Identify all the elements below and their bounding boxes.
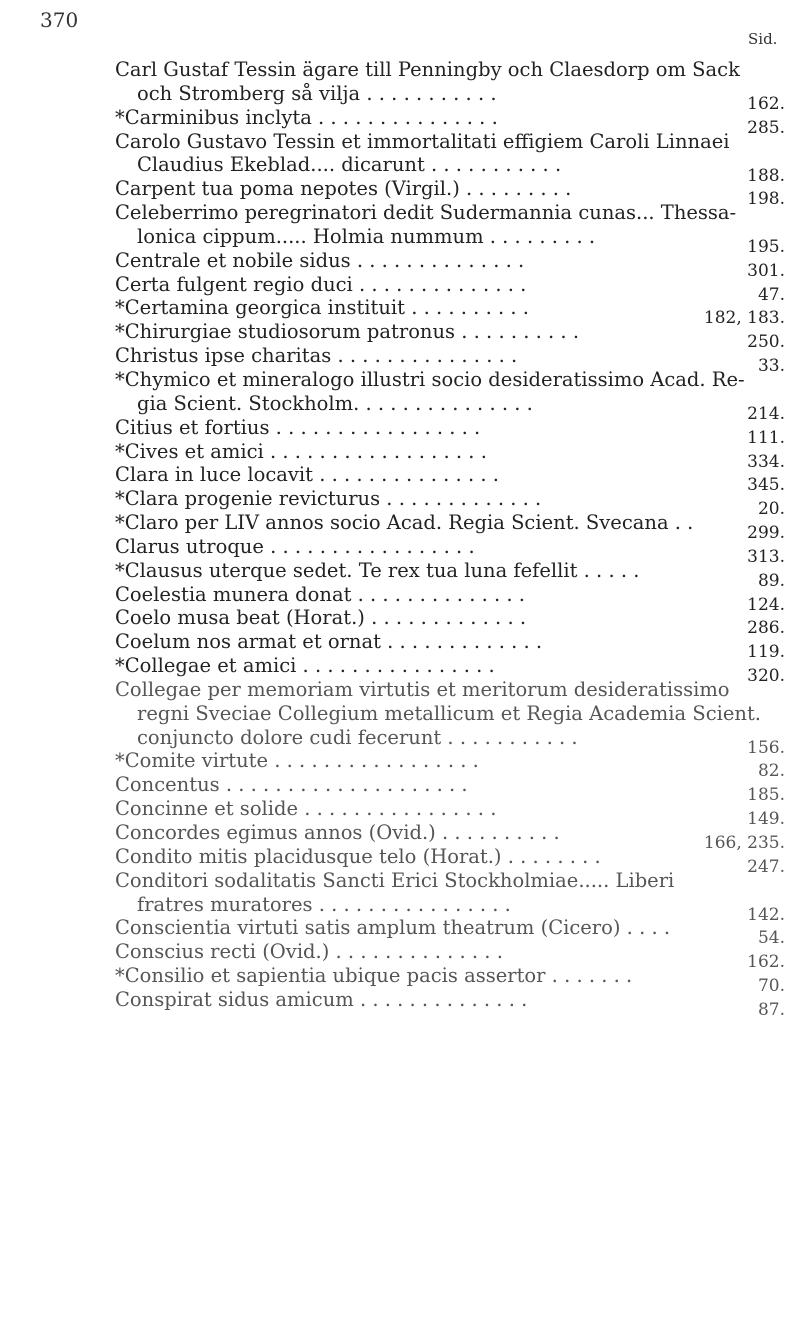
entry-text: *Certamina georgica instituit . . . . . . . . . . [115,296,529,320]
entry-text: *Chymico et mineralogo illustri socio desideratissimo Acad. Re- [115,367,745,391]
index-entry [115,463,785,496]
index-entry [115,749,785,782]
entry-page-ref: 250. [747,332,785,353]
entry-page-ref: 301. [747,260,785,281]
entry-page-ref: 285. [747,117,785,138]
entry-page-ref: 182, 183. [703,308,785,329]
index-entry [115,558,785,591]
entry-text: Conscius recti (Ovid.) . . . . . . . . . . . . . . [115,940,503,964]
index-entry [115,844,785,877]
entry-text: Concinne et solide . . . . . . . . . . . . . . . . [115,797,497,821]
index-entry [115,773,785,806]
index-entry [115,296,785,329]
index-entry [115,940,785,973]
entry-page-ref: 20. [757,499,785,520]
entry-text: Concentus . . . . . . . . . . . . . . . . . . . . [115,773,468,797]
index-entry [115,201,785,258]
entry-text: Celeberrimo peregrinatori dedit Sudermannia cunas... Thessa- [115,201,737,225]
index-entry [115,58,785,114]
entry-text: Clara in luce locavit . . . . . . . . . . . . . . . [115,463,499,487]
entry-page-ref: 119. [747,642,785,663]
index-entry [115,821,785,853]
index-entry [115,487,785,520]
entry-page-ref: 33. [757,356,785,377]
entry-page-ref: 124. [747,594,785,615]
entry-continuation: Claudius Ekeblad.... dicarunt . . . . . . . . . . . [137,153,562,177]
index-entry [115,511,785,544]
entry-text: Centrale et nobile sidus . . . . . . . . . . . . . . [115,248,525,272]
entry-continuation: och Stromberg så vilja . . . . . . . . . . . [137,81,497,105]
entry-text: *Consilio et sapientia ubique pacis assertor . . . . . . . [115,964,633,988]
entry-page-ref: 166, 235. [703,833,785,853]
entry-text: *Claro per LIV annos socio Acad. Regia Scient. Svecana . . [115,511,694,535]
entry-page-ref: 89. [757,570,785,591]
entry-continuation: fratres muratores . . . . . . . . . . . . . . . . [137,892,511,916]
entry-page-ref: 47. [757,284,785,305]
entry-text: Carpent tua poma nepotes (Virgil.) . . . . . . . . . [115,177,572,201]
entry-text: *Comite virtute . . . . . . . . . . . . . . . . . [115,749,479,773]
entry-page-ref: 214. [747,403,785,424]
index-entry [115,367,785,424]
entry-text: Conscientia virtuti satis amplum theatrum (Cicero) . . . . [115,916,671,940]
index-entry [115,415,785,448]
entry-page-ref: 149. [747,809,785,830]
entry-text: Coelestia munera donat . . . . . . . . . . . . . . [115,582,525,606]
entry-page-ref: 313. [747,546,785,567]
entry-page-ref: 195. [747,237,785,258]
entry-text: Coelo musa beat (Horat.) . . . . . . . . . . . . . [115,606,527,630]
entry-text: Clarus utroque . . . . . . . . . . . . . . . . . [115,534,475,558]
entry-page-ref: 162. [747,94,785,114]
entry-page-ref: 188. [747,165,785,186]
entry-continuation: regni Sveciae Collegium metallicum et Regia Academia Scient. [137,701,761,725]
entry-page-ref: 142. [747,904,785,925]
entry-text: *Cives et amici . . . . . . . . . . . . . . . . . . [115,439,487,463]
page-number: 370 [40,8,79,32]
entry-page-ref: 345. [747,475,785,496]
entry-page-ref: 70. [757,976,785,997]
index-entry [115,320,785,353]
entry-continuation: conjuncto dolore cudi fecerunt . . . . . . . . . . . [137,725,578,749]
entry-continuation: lonica cippum..... Holmia nummum . . . . . . . . . [137,224,596,248]
entry-page-ref: 247. [747,856,785,877]
index-entry [115,987,785,1020]
entry-continuation: gia Scient. Stockholm. . . . . . . . . . . . . . . [137,391,533,415]
entry-page-ref: 320. [747,666,785,687]
entry-text: Carl Gustaf Tessin ägare till Penningby och Claesdorp om Sack [115,58,740,81]
entry-text: *Chirurgiae studiosorum patronus . . . . . . . . . . [115,320,580,344]
index-entry [115,964,785,997]
index-entry [115,439,785,472]
index-entry [115,177,785,210]
entry-page-ref: 299. [747,523,785,544]
entry-page-ref: 156. [747,737,785,758]
entry-text: *Clara progenie revicturus . . . . . . . . . . . . . [115,487,542,511]
index-entry [115,272,785,305]
index-list [115,58,785,1020]
column-heading: Sid. [748,30,778,48]
entry-page-ref: 185. [747,785,785,806]
index-entry [115,630,785,663]
index-entry [115,654,785,687]
entry-page-ref: 111. [747,427,785,448]
entry-page-ref: 334. [747,451,785,472]
entry-text: Christus ipse charitas . . . . . . . . . . . . . . . [115,344,518,368]
entry-text: Condito mitis placidusque telo (Horat.) . . . . . . . . [115,844,601,868]
entry-page-ref: 82. [757,761,785,782]
entry-text: *Collegae et amici . . . . . . . . . . . . . . . . [115,654,495,678]
entry-text: *Clausus uterque sedet. Te rex tua luna fefellit . . . . . [115,558,640,582]
index-entry [115,868,785,925]
entry-text: Carolo Gustavo Tessin et immortalitati effigiem Caroli Linnaei [115,129,730,153]
entry-page-ref: 162. [747,952,785,973]
entry-page-ref: 87. [757,999,785,1020]
entry-page-ref: 286. [747,618,785,639]
index-entry [115,797,785,830]
entry-page-ref: 54. [757,928,785,949]
index-entry [115,582,785,615]
index-entry [115,344,785,377]
entry-text: Conspirat sidus amicum . . . . . . . . . . . . . . [115,987,528,1011]
index-entry [115,677,785,758]
entry-text: Certa fulgent regio duci . . . . . . . . . . . . . . [115,272,527,296]
index-entry [115,916,785,949]
index-entry [115,248,785,281]
entry-text: Coelum nos armat et ornat . . . . . . . . . . . . . [115,630,543,654]
entry-page-ref: 198. [747,189,785,210]
entry-text: *Carminibus inclyta . . . . . . . . . . . . . . . [115,105,498,129]
index-entry [115,606,785,639]
entry-text: Concordes egimus annos (Ovid.) . . . . . . . . . . [115,821,560,844]
entry-text: Conditori sodalitatis Sancti Erici Stockholmiae..... Liberi [115,868,675,892]
index-entry [115,105,785,138]
index-entry [115,534,785,567]
entry-text: Collegae per memoriam virtutis et meritorum desideratissimo [115,677,730,701]
entry-text: Citius et fortius . . . . . . . . . . . . . . . . . [115,415,481,439]
index-entry [115,129,785,186]
